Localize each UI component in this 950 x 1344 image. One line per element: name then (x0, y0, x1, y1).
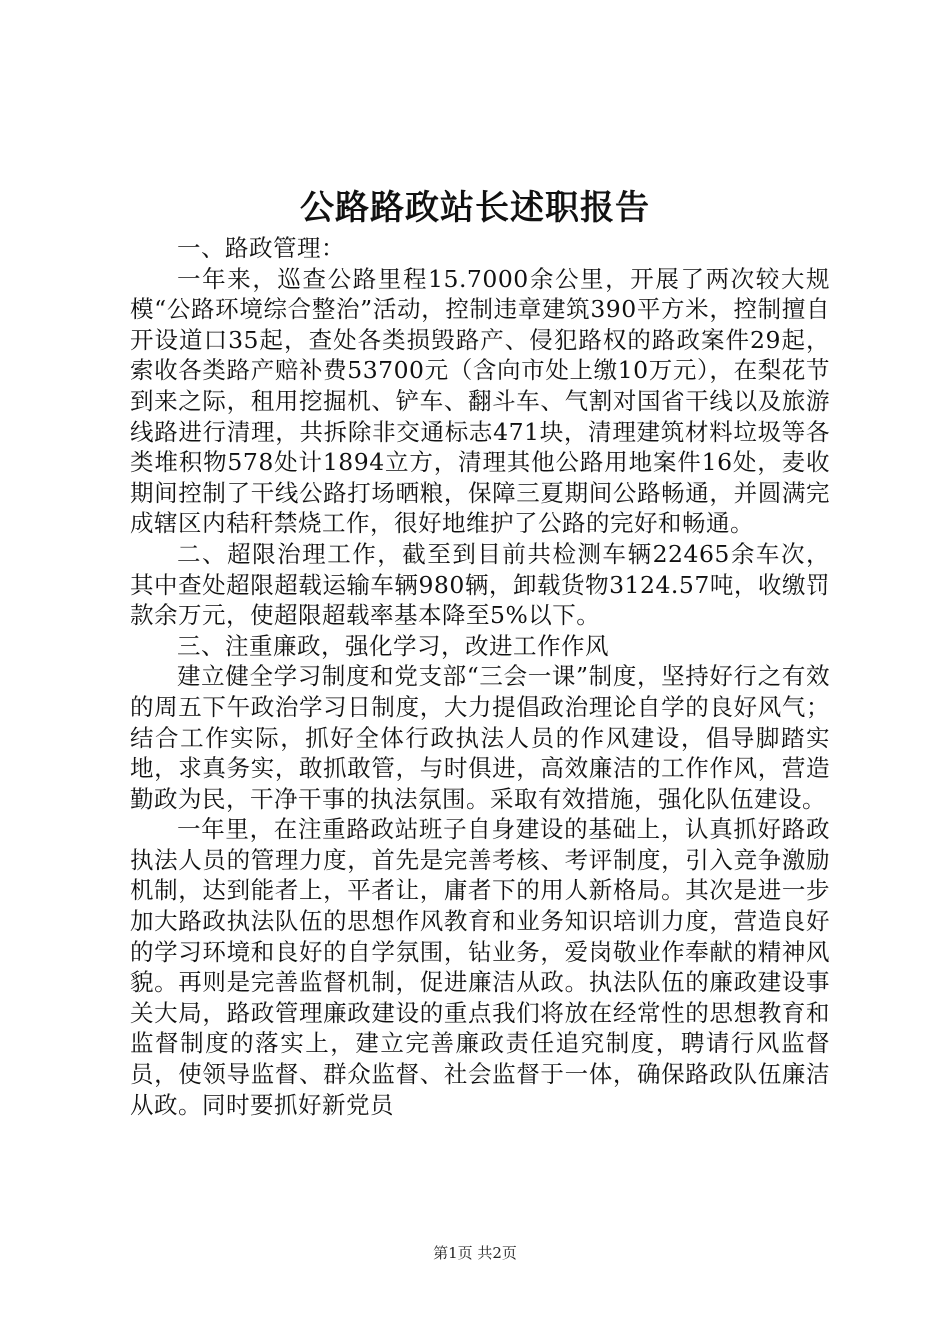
document-title: 公路路政站长述职报告 (300, 188, 650, 228)
paragraph-team-building: 一年里，在注重路政站班子自身建设的基础上，认真抓好路政执法人员的管理力度，首先是完善考核、考评制度，引入竞争激励机制，达到能者上，平者让，庸者下的用人新格局。其次是进一步加大路政执法队伍的思想作风教育和业务知识培训力度，营造良好的学习环境和良好的自学氛围，钻业务，爱岗敬业作奉献的精神风貌。再则是完善监督机制，促进廉洁从政。执法队伍的廉政建设事关大局，路政管理廉政建设的重点我们将放在经常性的思想教育和监督制度的落实上，建立完善廉政责任追究制度，聘请行风监督员，使领导监督、群众监督、社会监督于一体，确保路政队伍廉洁从政。同时要抓好新党员 (130, 815, 830, 1119)
document-body (130, 233, 830, 1120)
paragraph-study-system: 建立健全学习制度和党支部“三会一课”制度，坚持好行之有效的周五下午政治学习日制度，大力提倡政治理论自学的良好风气；结合工作实际，抓好全体行政执法人员的作风建设，倡导脚踏实地，求真务实，敢抓敢管，与时俱进，高效廉洁的工作作风，营造勤政为民，干净干事的执法氛围。采取有效措施，强化队伍建设。 (130, 662, 830, 813)
paragraph-road-administration-summary: 一年来，巡查公路里程15.7000余公里，开展了两次较大规模“公路环境综合整治”活动，控制违章建筑390平方米，控制擅自开设道口35起，查处各类损毁路产、侵犯路权的路政案件29起，索收各类路产赔补费53700元（含向市处上缴10万元），在梨花节到来之际，租用挖掘机、铲车、翻斗车、气割对国省干线以及旅游线路进行清理，共拆除非交通标志471块，清理建筑材料垃圾等各类堆积物578处计1894立方，清理其他公路用地案件16处，麦收期间控制了干线公路打场晒粮，保障三夏期间公路畅通，并圆满完成辖区内秸秆禁烧工作，很好地维护了公路的完好和畅通。 (130, 264, 830, 538)
section-heading-road-administration: 一、路政管理： (177, 234, 345, 262)
paragraph-overload-control: 二、超限治理工作，截至到目前共检测车辆22465余车次，其中查处超限超载运输车辆980辆，卸载货物3124.57吨，收缴罚款余万元，使超限超载率基本降至5%以下。 (130, 539, 830, 630)
page-footer: 第1页 共2页 (433, 1244, 517, 1262)
section-heading-integrity: 三、注重廉政，强化学习，改进工作作风 (177, 631, 609, 660)
